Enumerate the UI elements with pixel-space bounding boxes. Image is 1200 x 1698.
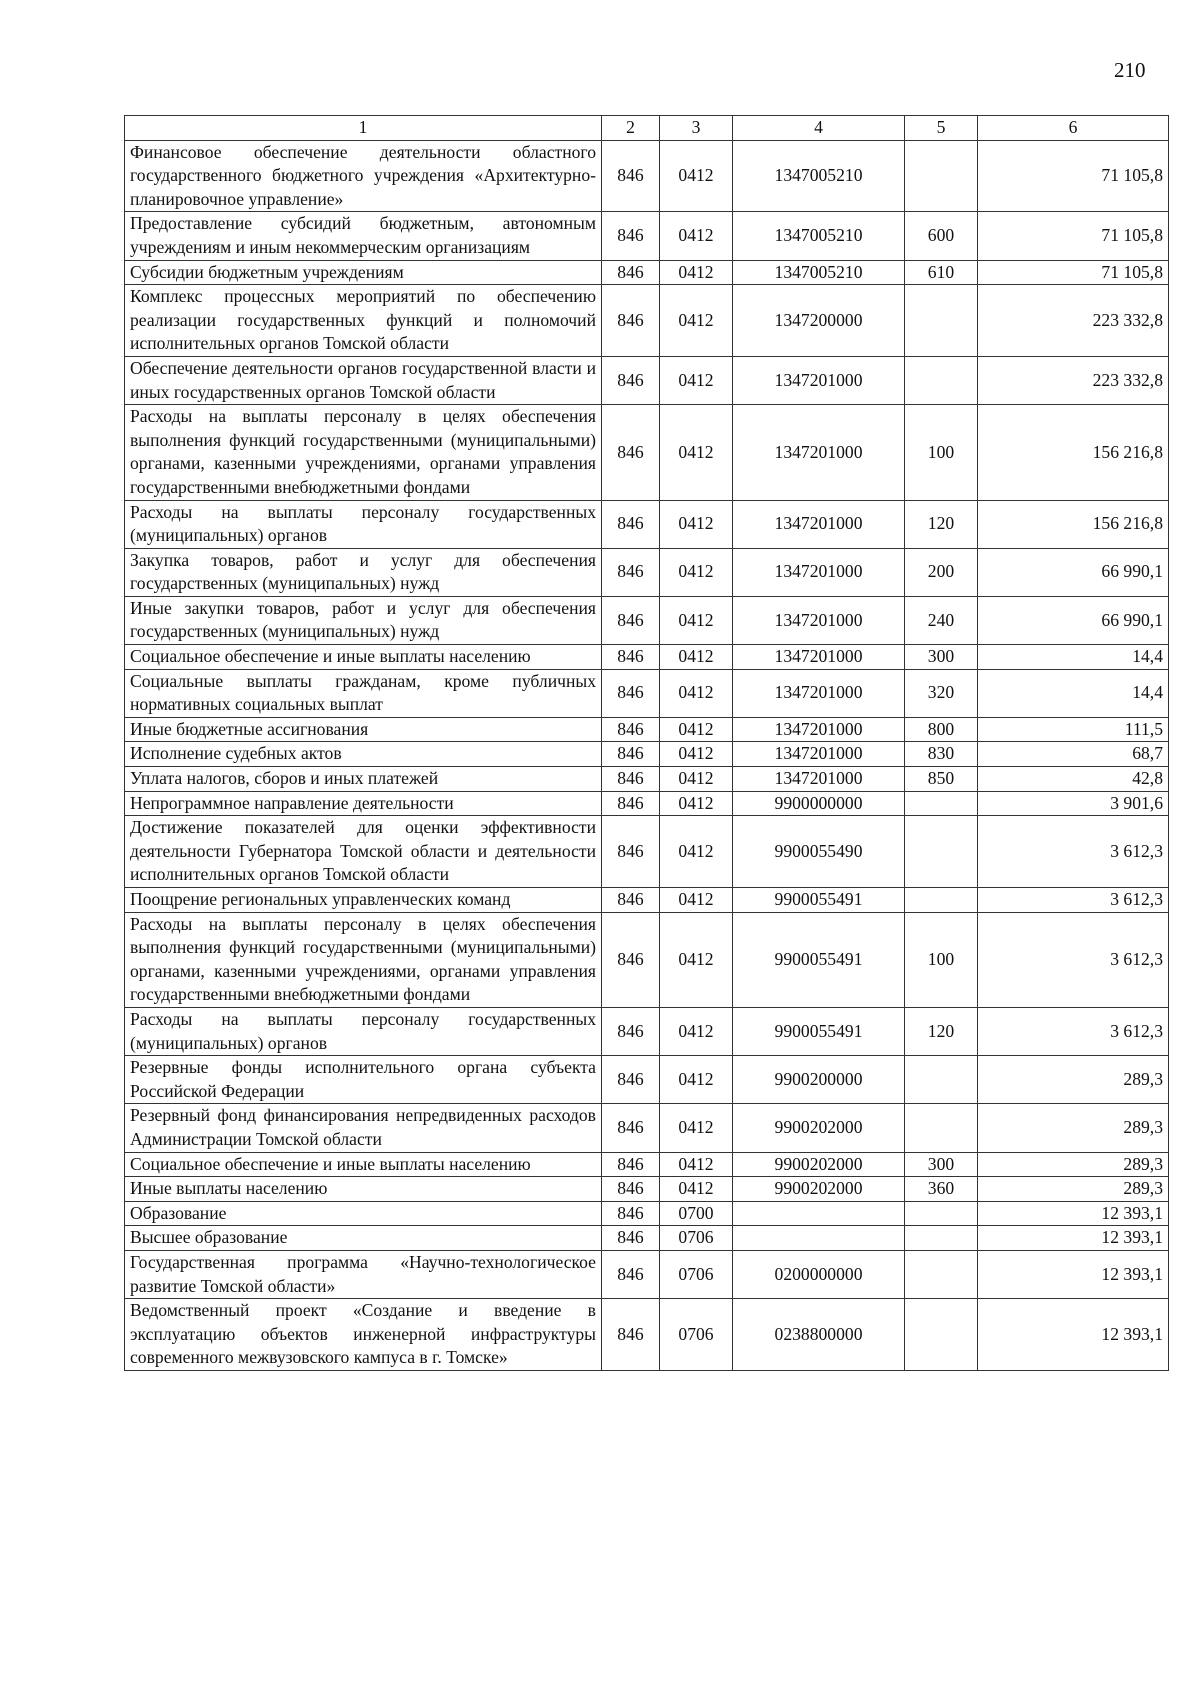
expense-type-code-cell: 610 (905, 260, 978, 285)
target-article-code-cell: 1347201000 (733, 548, 905, 596)
amount-cell: 111,5 (978, 717, 1169, 742)
expense-type-code-cell: 600 (905, 212, 978, 260)
ministry-code-cell: 846 (602, 1226, 660, 1251)
expense-type-code-cell (905, 1201, 978, 1226)
item-name-cell: Расходы на выплаты персоналу государственных (муниципальных) органов (125, 1007, 602, 1055)
ministry-code-cell: 846 (602, 212, 660, 260)
target-article-code-cell: 1347005210 (733, 260, 905, 285)
target-article-code-cell: 9900055491 (733, 912, 905, 1007)
target-article-code-cell: 1347200000 (733, 285, 905, 357)
expense-type-code-cell (905, 140, 978, 212)
amount-cell: 12 393,1 (978, 1299, 1169, 1371)
expense-type-code-cell: 360 (905, 1177, 978, 1202)
section-code-cell: 0412 (660, 816, 733, 888)
target-article-code-cell: 9900055491 (733, 888, 905, 913)
section-code-cell: 0412 (660, 888, 733, 913)
table-row (125, 645, 1169, 670)
section-code-cell: 0412 (660, 791, 733, 816)
ministry-code-cell: 846 (602, 1250, 660, 1298)
target-article-code-cell: 9900000000 (733, 791, 905, 816)
item-name-cell: Иные бюджетные ассигнования (125, 717, 602, 742)
table-row (125, 669, 1169, 717)
ministry-code-cell: 846 (602, 888, 660, 913)
target-article-code-cell: 1347201000 (733, 596, 905, 644)
item-name-cell: Резервный фонд финансирования непредвиденных расходов Администрации Томской области (125, 1104, 602, 1152)
section-code-cell: 0412 (660, 548, 733, 596)
table-row (125, 767, 1169, 792)
section-code-cell: 0412 (660, 356, 733, 404)
item-name-cell: Иные закупки товаров, работ и услуг для обеспечения государственных (муниципальных) нужд (125, 596, 602, 644)
section-code-cell: 0412 (660, 645, 733, 670)
amount-cell: 289,3 (978, 1104, 1169, 1152)
item-name-cell: Финансовое обеспечение деятельности областного государственного бюджетного учреждения «Архитектурно-планировочное управление» (125, 140, 602, 212)
page-number: 210 (1114, 58, 1146, 82)
table-row (125, 791, 1169, 816)
ministry-code-cell: 846 (602, 1201, 660, 1226)
section-code-cell: 0412 (660, 669, 733, 717)
table-row (125, 1201, 1169, 1226)
section-code-cell: 0412 (660, 405, 733, 500)
ministry-code-cell: 846 (602, 356, 660, 404)
item-name-cell: Исполнение судебных актов (125, 742, 602, 767)
amount-cell: 223 332,8 (978, 356, 1169, 404)
amount-cell: 156 216,8 (978, 405, 1169, 500)
table-row (125, 548, 1169, 596)
amount-cell: 42,8 (978, 767, 1169, 792)
item-name-cell: Государственная программа «Научно-технологическое развитие Томской области» (125, 1250, 602, 1298)
ministry-code-cell: 846 (602, 645, 660, 670)
item-name-cell: Образование (125, 1201, 602, 1226)
table-row (125, 212, 1169, 260)
item-name-cell: Комплекс процессных мероприятий по обеспечению реализации государственных функций и полномочий исполнительных органов Томской области (125, 285, 602, 357)
expense-type-code-cell (905, 1104, 978, 1152)
table-row (125, 1299, 1169, 1371)
target-article-code-cell: 1347201000 (733, 717, 905, 742)
target-article-code-cell: 1347201000 (733, 500, 905, 548)
section-code-cell: 0412 (660, 140, 733, 212)
target-article-code-cell: 9900200000 (733, 1056, 905, 1104)
target-article-code-cell: 9900055491 (733, 1007, 905, 1055)
table-row (125, 1226, 1169, 1251)
expense-type-code-cell (905, 1226, 978, 1251)
ministry-code-cell: 846 (602, 596, 660, 644)
table-header-row (125, 116, 1169, 141)
amount-cell: 66 990,1 (978, 548, 1169, 596)
table-row (125, 1104, 1169, 1152)
amount-cell: 71 105,8 (978, 140, 1169, 212)
section-code-cell: 0412 (660, 742, 733, 767)
ministry-code-cell: 846 (602, 1056, 660, 1104)
item-name-cell: Социальное обеспечение и иные выплаты населению (125, 645, 602, 670)
amount-cell: 3 901,6 (978, 791, 1169, 816)
column-header: 5 (905, 116, 978, 141)
item-name-cell: Обеспечение деятельности органов государственной власти и иных государственных органов Томской области (125, 356, 602, 404)
table-row (125, 405, 1169, 500)
table-row (125, 356, 1169, 404)
target-article-code-cell: 9900055490 (733, 816, 905, 888)
ministry-code-cell: 846 (602, 767, 660, 792)
expense-type-code-cell: 100 (905, 405, 978, 500)
amount-cell: 3 612,3 (978, 1007, 1169, 1055)
ministry-code-cell: 846 (602, 1104, 660, 1152)
ministry-code-cell: 846 (602, 669, 660, 717)
item-name-cell: Уплата налогов, сборов и иных платежей (125, 767, 602, 792)
table-row (125, 1152, 1169, 1177)
expense-type-code-cell: 300 (905, 645, 978, 670)
expense-type-code-cell: 120 (905, 500, 978, 548)
amount-cell: 68,7 (978, 742, 1169, 767)
item-name-cell: Достижение показателей для оценки эффективности деятельности Губернатора Томской области и деятельности исполнительных органов Томской области (125, 816, 602, 888)
target-article-code-cell: 9900202000 (733, 1177, 905, 1202)
section-code-cell: 0706 (660, 1226, 733, 1251)
section-code-cell: 0412 (660, 1177, 733, 1202)
target-article-code-cell: 1347005210 (733, 212, 905, 260)
item-name-cell: Предоставление субсидий бюджетным, автономным учреждениям и иным некоммерческим организациям (125, 212, 602, 260)
section-code-cell: 0412 (660, 212, 733, 260)
expense-type-code-cell (905, 356, 978, 404)
ministry-code-cell: 846 (602, 260, 660, 285)
ministry-code-cell: 846 (602, 717, 660, 742)
table-row (125, 1056, 1169, 1104)
ministry-code-cell: 846 (602, 816, 660, 888)
table-row (125, 717, 1169, 742)
ministry-code-cell: 846 (602, 285, 660, 357)
item-name-cell: Расходы на выплаты персоналу в целях обеспечения выполнения функций государственными (муниципальными) органами, казенными учреждениями, органами управления государственными внебюджетными фондами (125, 405, 602, 500)
ministry-code-cell: 846 (602, 791, 660, 816)
item-name-cell: Субсидии бюджетным учреждениям (125, 260, 602, 285)
table-row (125, 888, 1169, 913)
amount-cell: 12 393,1 (978, 1201, 1169, 1226)
target-article-code-cell (733, 1226, 905, 1251)
table-row (125, 260, 1169, 285)
item-name-cell: Поощрение региональных управленческих команд (125, 888, 602, 913)
section-code-cell: 0412 (660, 1152, 733, 1177)
ministry-code-cell: 846 (602, 1152, 660, 1177)
table-row (125, 742, 1169, 767)
table-row (125, 816, 1169, 888)
ministry-code-cell: 846 (602, 1177, 660, 1202)
target-article-code-cell: 1347201000 (733, 645, 905, 670)
table-row (125, 1177, 1169, 1202)
target-article-code-cell (733, 1201, 905, 1226)
target-article-code-cell: 1347201000 (733, 767, 905, 792)
ministry-code-cell: 846 (602, 912, 660, 1007)
section-code-cell: 0412 (660, 500, 733, 548)
expense-type-code-cell: 300 (905, 1152, 978, 1177)
amount-cell: 12 393,1 (978, 1226, 1169, 1251)
item-name-cell: Высшее образование (125, 1226, 602, 1251)
ministry-code-cell: 846 (602, 140, 660, 212)
column-header: 4 (733, 116, 905, 141)
amount-cell: 71 105,8 (978, 260, 1169, 285)
target-article-code-cell: 0238800000 (733, 1299, 905, 1371)
target-article-code-cell: 1347201000 (733, 669, 905, 717)
expense-type-code-cell: 320 (905, 669, 978, 717)
target-article-code-cell: 1347201000 (733, 356, 905, 404)
expense-type-code-cell: 800 (905, 717, 978, 742)
amount-cell: 3 612,3 (978, 912, 1169, 1007)
expense-type-code-cell: 120 (905, 1007, 978, 1055)
expense-type-code-cell (905, 816, 978, 888)
ministry-code-cell: 846 (602, 1007, 660, 1055)
ministry-code-cell: 846 (602, 500, 660, 548)
section-code-cell: 0412 (660, 717, 733, 742)
section-code-cell: 0412 (660, 1007, 733, 1055)
section-code-cell: 0412 (660, 767, 733, 792)
amount-cell: 289,3 (978, 1056, 1169, 1104)
column-header: 1 (125, 116, 602, 141)
expense-type-code-cell: 850 (905, 767, 978, 792)
section-code-cell: 0706 (660, 1250, 733, 1298)
expense-type-code-cell: 200 (905, 548, 978, 596)
ministry-code-cell: 846 (602, 742, 660, 767)
amount-cell: 289,3 (978, 1177, 1169, 1202)
target-article-code-cell: 9900202000 (733, 1152, 905, 1177)
column-header: 6 (978, 116, 1169, 141)
amount-cell: 14,4 (978, 669, 1169, 717)
amount-cell: 66 990,1 (978, 596, 1169, 644)
section-code-cell: 0412 (660, 1056, 733, 1104)
column-header: 2 (602, 116, 660, 141)
expense-type-code-cell (905, 285, 978, 357)
amount-cell: 289,3 (978, 1152, 1169, 1177)
amount-cell: 12 393,1 (978, 1250, 1169, 1298)
amount-cell: 3 612,3 (978, 888, 1169, 913)
table-row (125, 1007, 1169, 1055)
item-name-cell: Социальное обеспечение и иные выплаты населению (125, 1152, 602, 1177)
section-code-cell: 0412 (660, 260, 733, 285)
expense-type-code-cell (905, 1250, 978, 1298)
expense-type-code-cell (905, 1299, 978, 1371)
section-code-cell: 0412 (660, 1104, 733, 1152)
expense-type-code-cell (905, 888, 978, 913)
section-code-cell: 0412 (660, 912, 733, 1007)
amount-cell: 223 332,8 (978, 285, 1169, 357)
section-code-cell: 0412 (660, 596, 733, 644)
expense-type-code-cell (905, 1056, 978, 1104)
item-name-cell: Непрограммное направление деятельности (125, 791, 602, 816)
item-name-cell: Иные выплаты населению (125, 1177, 602, 1202)
ministry-code-cell: 846 (602, 1299, 660, 1371)
expense-type-code-cell: 830 (905, 742, 978, 767)
amount-cell: 71 105,8 (978, 212, 1169, 260)
table-row (125, 140, 1169, 212)
amount-cell: 3 612,3 (978, 816, 1169, 888)
section-code-cell: 0700 (660, 1201, 733, 1226)
item-name-cell: Ведомственный проект «Создание и введение в эксплуатацию объектов инженерной инфраструктуры современного межвузовского кампуса в г. Томске» (125, 1299, 602, 1371)
item-name-cell: Расходы на выплаты персоналу государственных (муниципальных) органов (125, 500, 602, 548)
target-article-code-cell: 9900202000 (733, 1104, 905, 1152)
table-row (125, 500, 1169, 548)
section-code-cell: 0412 (660, 285, 733, 357)
table-row (125, 596, 1169, 644)
budget-table (124, 115, 1169, 1371)
ministry-code-cell: 846 (602, 405, 660, 500)
item-name-cell: Резервные фонды исполнительного органа субъекта Российской Федерации (125, 1056, 602, 1104)
expense-type-code-cell: 100 (905, 912, 978, 1007)
target-article-code-cell: 0200000000 (733, 1250, 905, 1298)
ministry-code-cell: 846 (602, 548, 660, 596)
table-row (125, 912, 1169, 1007)
target-article-code-cell: 1347201000 (733, 405, 905, 500)
amount-cell: 14,4 (978, 645, 1169, 670)
item-name-cell: Социальные выплаты гражданам, кроме публичных нормативных социальных выплат (125, 669, 602, 717)
table-row (125, 1250, 1169, 1298)
target-article-code-cell: 1347201000 (733, 742, 905, 767)
item-name-cell: Расходы на выплаты персоналу в целях обеспечения выполнения функций государственными (муниципальными) органами, казенными учреждениями, органами управления государственными внебюджетными фондами (125, 912, 602, 1007)
item-name-cell: Закупка товаров, работ и услуг для обеспечения государственных (муниципальных) нужд (125, 548, 602, 596)
expense-type-code-cell: 240 (905, 596, 978, 644)
column-header: 3 (660, 116, 733, 141)
section-code-cell: 0706 (660, 1299, 733, 1371)
amount-cell: 156 216,8 (978, 500, 1169, 548)
expense-type-code-cell (905, 791, 978, 816)
table-row (125, 285, 1169, 357)
target-article-code-cell: 1347005210 (733, 140, 905, 212)
